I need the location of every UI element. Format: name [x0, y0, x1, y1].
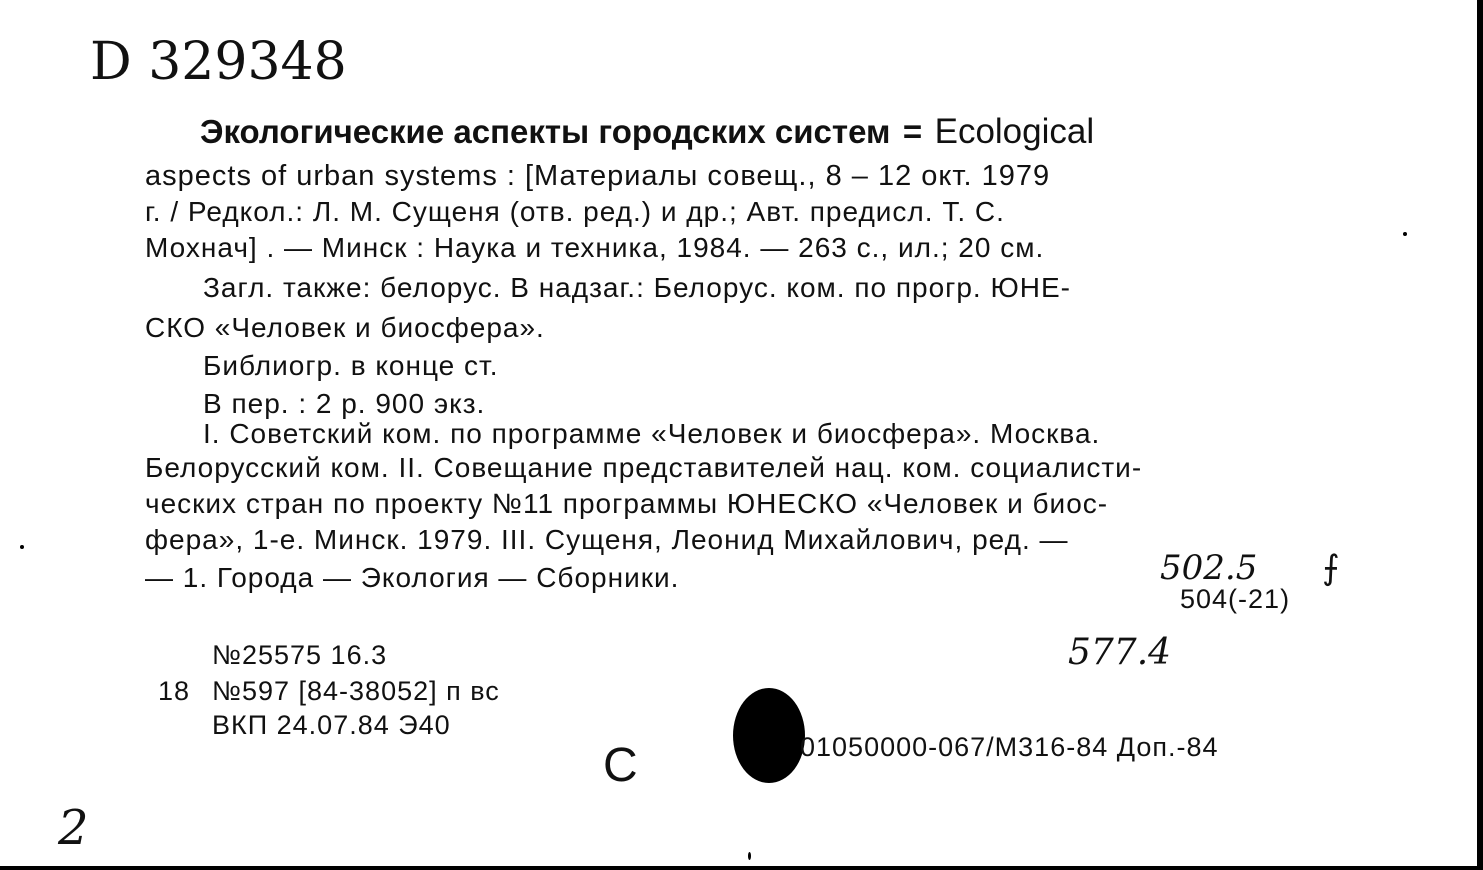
strike-mark: ⨍: [1322, 548, 1340, 588]
speck-2: [20, 545, 24, 549]
order-line-1: №25575 16.3: [212, 640, 388, 670]
class-number-handwritten: 502.5: [1160, 548, 1258, 588]
body-line-5: СКО «Человек и биосфера».: [145, 312, 545, 343]
title-equals: =: [902, 113, 923, 150]
punch-hole: [733, 688, 805, 783]
body-line-12: — 1. Города — Экология — Сборники.: [145, 562, 680, 593]
body-line-9: Белорусский ком. II. Совещание представителей нац. ком. социалисти-: [145, 452, 1143, 483]
body-line-1: aspects of urban systems : [Материалы совещ., 8 – 12 окт. 1979: [145, 160, 1051, 192]
letter-c: С: [603, 739, 638, 792]
class-number-printed: 504(-21): [1180, 584, 1291, 614]
body-line-4: Загл. также: белорус. В надзаг.: Белорус. ком. по прогр. ЮНЕ-: [203, 272, 1071, 303]
speck-3: [748, 852, 751, 860]
speck-1: [1403, 232, 1407, 236]
corner-mark: 2: [58, 800, 89, 856]
body-line-7: В пер. : 2 р. 900 экз.: [203, 388, 486, 419]
body-line-2: г. / Редкол.: Л. М. Сущеня (отв. ред.) и др.; Авт. предисл. Т. С.: [145, 196, 1005, 227]
title-latin: Ecological: [934, 112, 1095, 151]
body-line-10: ческих стран по проекту №11 программы ЮНЕСКО «Человек и биос-: [145, 488, 1109, 519]
title-line: [200, 112, 1094, 152]
order-prefix: 18: [158, 676, 191, 706]
isbn-code: 01050000-067/М316-84 Доп.-84: [800, 732, 1219, 762]
body-line-8: I. Советский ком. по программе «Человек и биосфера». Москва.: [203, 418, 1101, 449]
body-line-11: фера», 1-е. Минск. 1979. III. Сущеня, Леонид Михайлович, ред. —: [145, 524, 1069, 555]
inventory-number: D 329348: [90, 32, 347, 92]
udc-handwritten: 577.4: [1068, 632, 1172, 673]
body-line-3: Мохнач] . — Минск : Наука и техника, 1984. — 263 с., ил.; 20 см.: [145, 232, 1045, 263]
title-bold: Экологические аспекты городских систем: [200, 113, 891, 150]
order-line-2: №597 [84-38052] п вс: [212, 676, 500, 706]
order-line-3: ВКП 24.07.84 Э40: [212, 710, 451, 740]
body-line-6: Библиогр. в конце ст.: [203, 350, 499, 381]
